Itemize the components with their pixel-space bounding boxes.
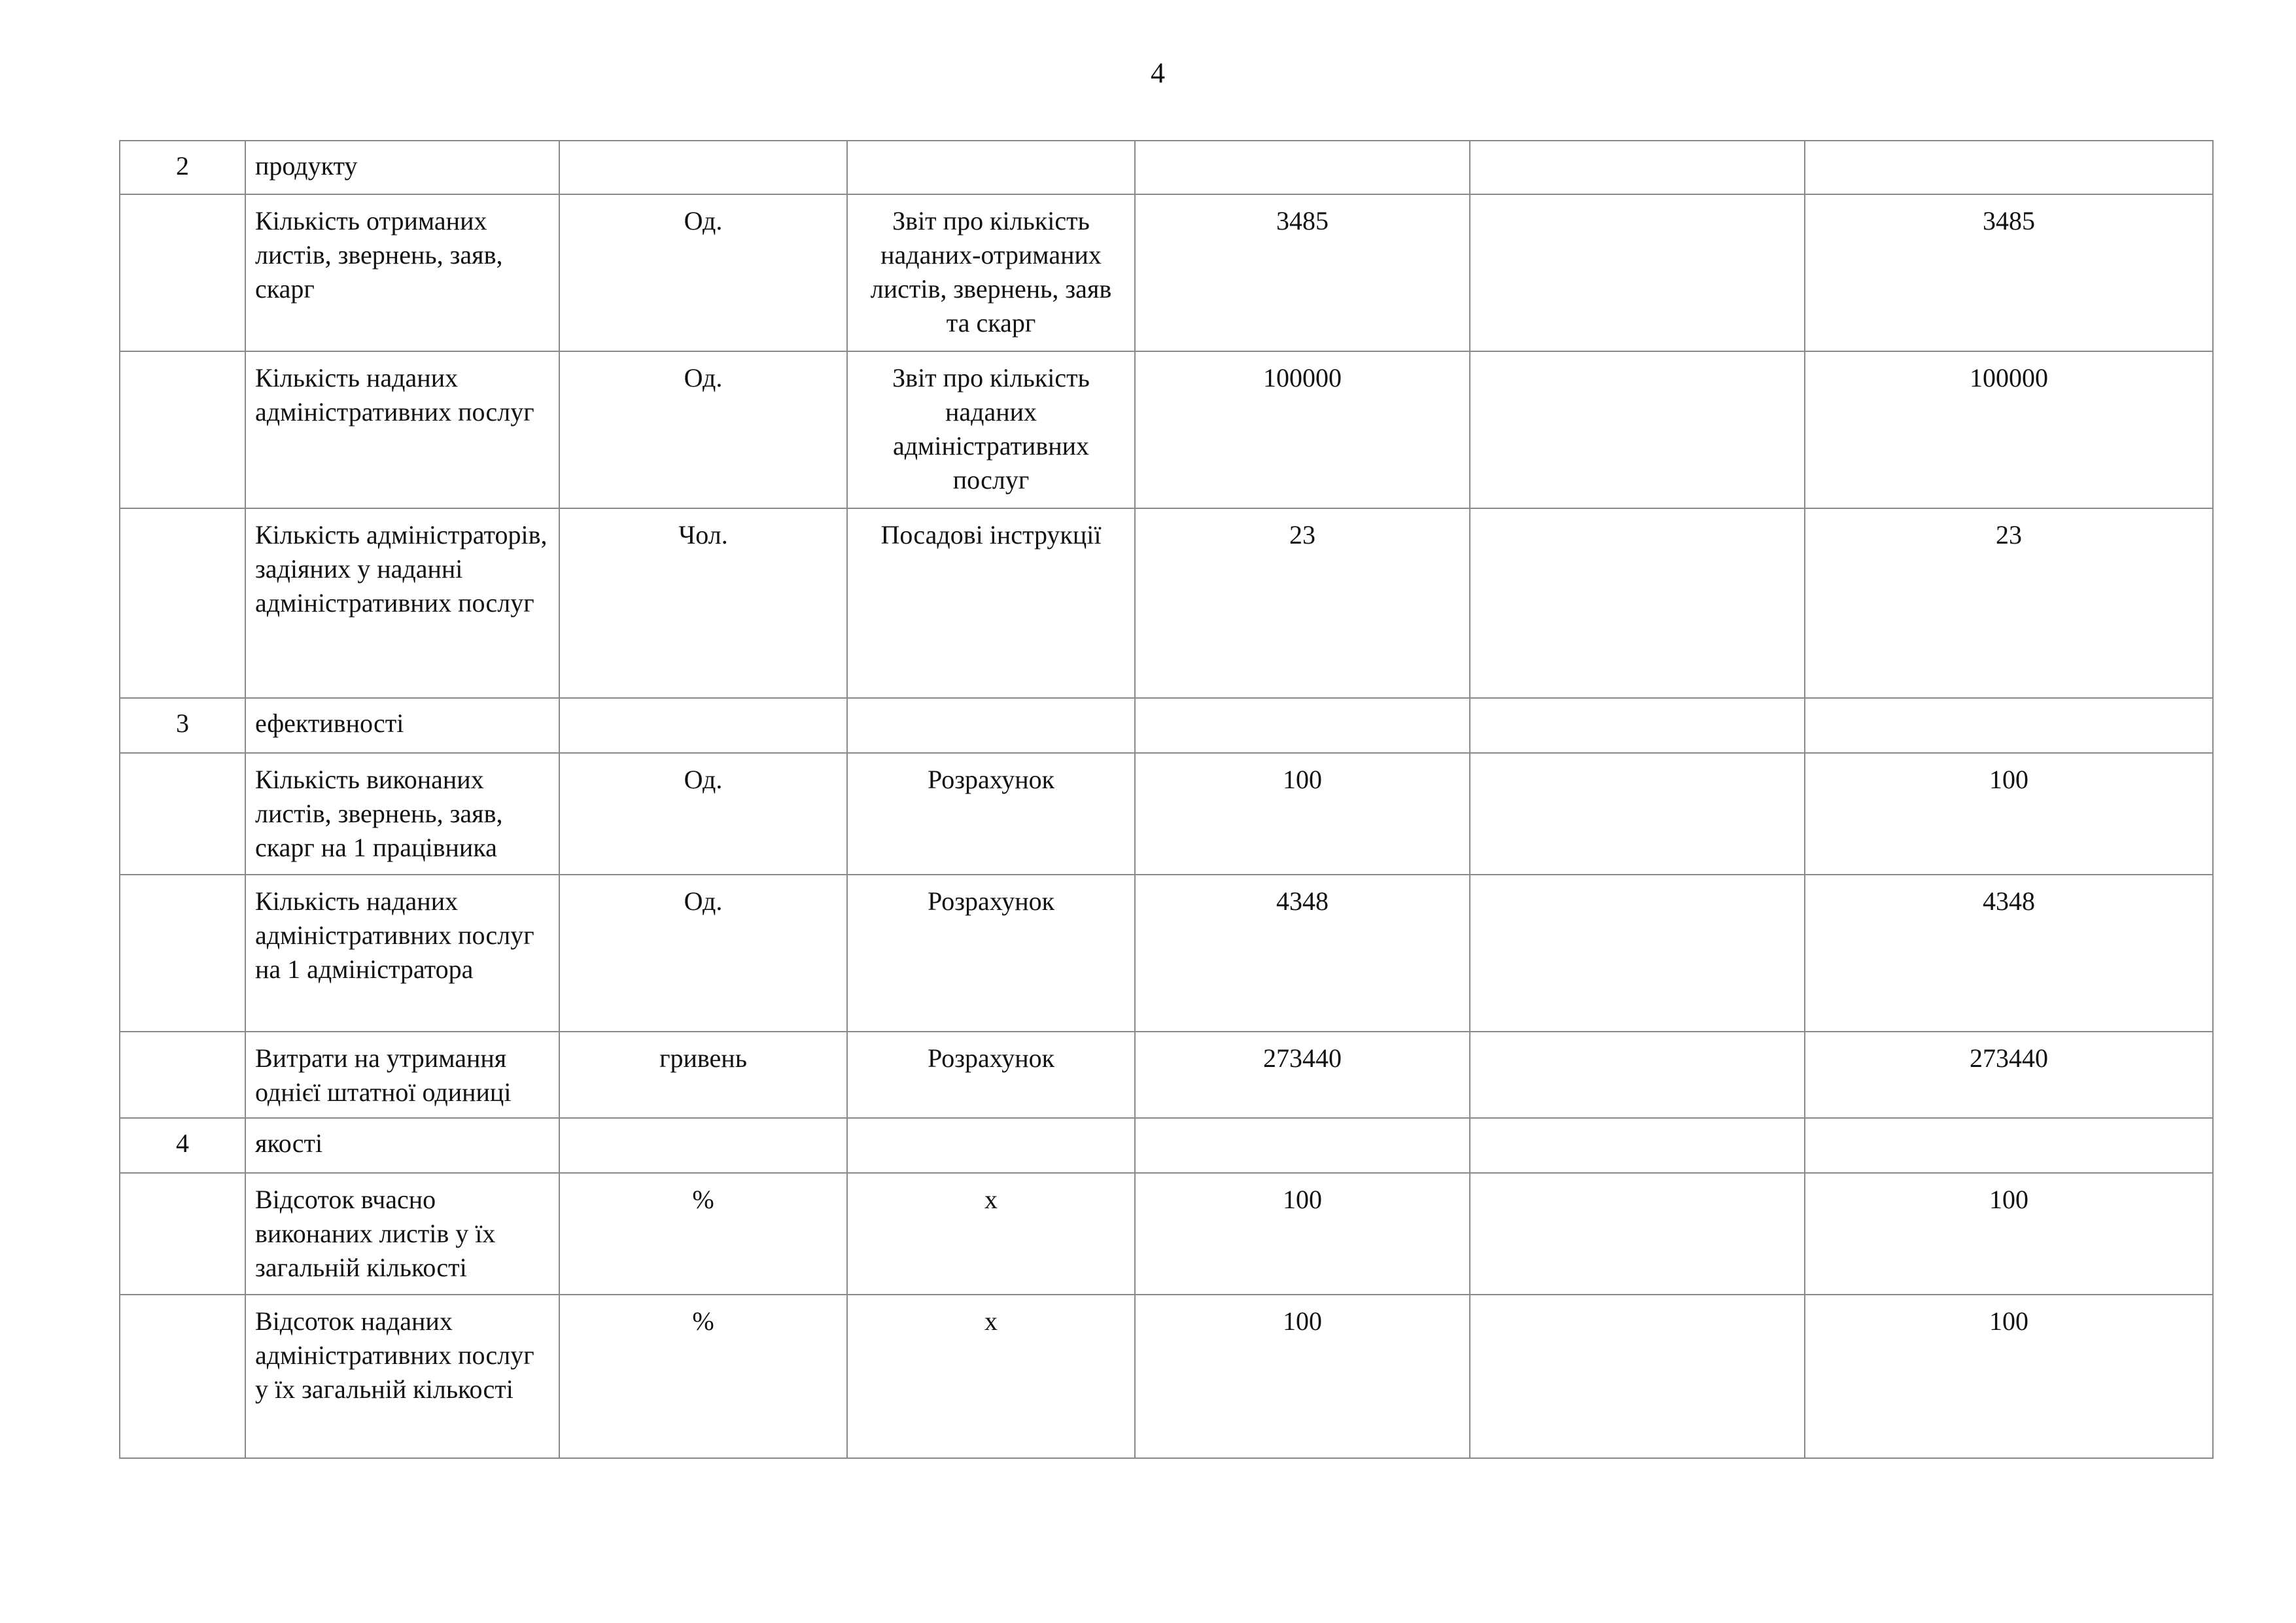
source-cell: Звіт про кількість наданих адміністративних послуг [847, 351, 1135, 508]
value-cell-a: 100 [1135, 1295, 1470, 1458]
source-cell: Посадові інструкції [847, 508, 1135, 698]
value-cell-b [1470, 1032, 1805, 1118]
section-row [120, 698, 2213, 753]
row-number [120, 351, 245, 508]
unit-cell [559, 141, 847, 194]
source-cell: х [847, 1295, 1135, 1458]
table-row [120, 753, 2213, 875]
value-cell-c [1805, 1118, 2213, 1173]
value-cell-c: 4348 [1805, 875, 2213, 1032]
unit-cell: Од. [559, 194, 847, 351]
value-cell-b [1470, 753, 1805, 875]
indicator-name: якості [245, 1118, 559, 1173]
value-cell-a [1135, 1118, 1470, 1173]
value-cell-b [1470, 875, 1805, 1032]
unit-cell: Од. [559, 753, 847, 875]
indicator-name: Кількість наданих адміністративних послуг [245, 351, 559, 508]
row-number: 4 [120, 1118, 245, 1173]
unit-cell [559, 1118, 847, 1173]
source-cell: Розрахунок [847, 753, 1135, 875]
indicator-name: продукту [245, 141, 559, 194]
value-cell-c: 23 [1805, 508, 2213, 698]
indicator-name: Відсоток наданих адміністративних послуг у їх загальній кількості [245, 1295, 559, 1458]
table-row [120, 194, 2213, 351]
value-cell-a: 100 [1135, 753, 1470, 875]
indicator-name: Кількість виконаних листів, звернень, заяв, скарг на 1 працівника [245, 753, 559, 875]
value-cell-a: 100000 [1135, 351, 1470, 508]
row-number: 2 [120, 141, 245, 194]
unit-cell: гривень [559, 1032, 847, 1118]
indicator-name: ефективності [245, 698, 559, 753]
source-cell [847, 141, 1135, 194]
value-cell-a: 100 [1135, 1173, 1470, 1295]
table-row [120, 351, 2213, 508]
value-cell-c [1805, 698, 2213, 753]
value-cell-a: 273440 [1135, 1032, 1470, 1118]
value-cell-b [1470, 351, 1805, 508]
value-cell-b [1470, 508, 1805, 698]
source-cell: х [847, 1173, 1135, 1295]
table-body [120, 141, 2213, 1458]
row-number [120, 1295, 245, 1458]
value-cell-b [1470, 141, 1805, 194]
row-number [120, 194, 245, 351]
unit-cell: Чол. [559, 508, 847, 698]
source-cell: Розрахунок [847, 875, 1135, 1032]
value-cell-c: 100 [1805, 1173, 2213, 1295]
indicator-name: Кількість наданих адміністративних послуг на 1 адміністратора [245, 875, 559, 1032]
unit-cell [559, 698, 847, 753]
table-row [120, 1173, 2213, 1295]
unit-cell: Од. [559, 351, 847, 508]
source-cell [847, 698, 1135, 753]
source-cell [847, 1118, 1135, 1173]
value-cell-a: 4348 [1135, 875, 1470, 1032]
row-number [120, 753, 245, 875]
value-cell-b [1470, 1118, 1805, 1173]
section-row [120, 141, 2213, 194]
indicator-name: Кількість отриманих листів, звернень, заяв, скарг [245, 194, 559, 351]
unit-cell: % [559, 1173, 847, 1295]
row-number [120, 1173, 245, 1295]
table-row [120, 508, 2213, 698]
value-cell-c: 273440 [1805, 1032, 2213, 1118]
table-row [120, 1032, 2213, 1118]
indicator-name: Витрати на утримання однієї штатної одиниці [245, 1032, 559, 1118]
indicator-name: Кількість адміністраторів, задіяних у наданні адміністративних послуг [245, 508, 559, 698]
table-row [120, 875, 2213, 1032]
source-cell: Розрахунок [847, 1032, 1135, 1118]
value-cell-a [1135, 698, 1470, 753]
table-row [120, 1295, 2213, 1458]
value-cell-b [1470, 698, 1805, 753]
value-cell-b [1470, 1173, 1805, 1295]
row-number [120, 508, 245, 698]
value-cell-a: 3485 [1135, 194, 1470, 351]
value-cell-a [1135, 141, 1470, 194]
value-cell-c: 3485 [1805, 194, 2213, 351]
section-row [120, 1118, 2213, 1173]
value-cell-c: 100 [1805, 1295, 2213, 1458]
value-cell-c [1805, 141, 2213, 194]
row-number [120, 1032, 245, 1118]
indicators-table [119, 140, 2214, 1459]
source-cell: Звіт про кількість наданих-отриманих листів, звернень, заяв та скарг [847, 194, 1135, 351]
value-cell-c: 100 [1805, 753, 2213, 875]
unit-cell: % [559, 1295, 847, 1458]
unit-cell: Од. [559, 875, 847, 1032]
value-cell-c: 100000 [1805, 351, 2213, 508]
value-cell-b [1470, 194, 1805, 351]
value-cell-a: 23 [1135, 508, 1470, 698]
page-number: 4 [1151, 57, 1165, 89]
value-cell-b [1470, 1295, 1805, 1458]
indicator-name: Відсоток вчасно виконаних листів у їх загальній кількості [245, 1173, 559, 1295]
row-number: 3 [120, 698, 245, 753]
row-number [120, 875, 245, 1032]
